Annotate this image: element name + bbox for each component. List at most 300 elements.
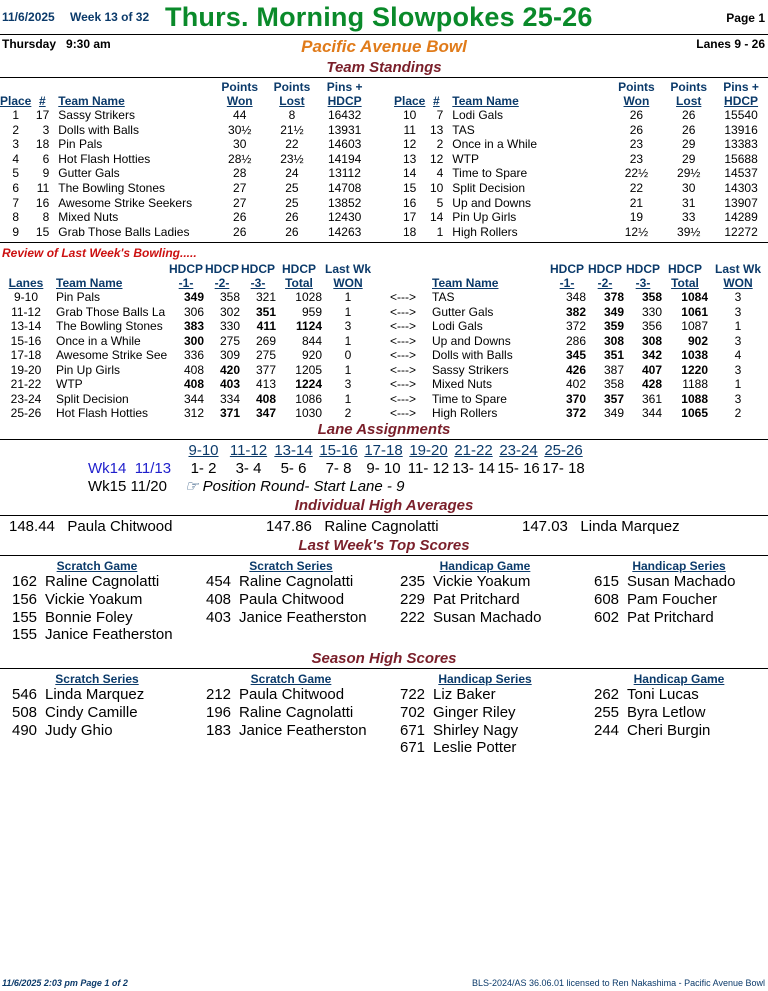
lane-pair: 23-24: [10, 391, 42, 406]
lane-header-label: 25-26: [544, 442, 583, 459]
standings-row: [0, 108, 370, 123]
place: 10: [403, 108, 417, 122]
series-total: 844: [301, 333, 322, 348]
score-row: [400, 573, 570, 591]
place: 1: [12, 108, 20, 122]
game-2: 349: [603, 406, 624, 420]
game-3: 321: [255, 290, 276, 304]
bowler-name: Liz Baker: [433, 686, 496, 703]
lane-header: [316, 442, 361, 460]
place: 11: [403, 122, 416, 137]
col-pts-won: Points: [618, 80, 655, 94]
standings-row: [0, 210, 370, 225]
bowl-name: Pacific Avenue Bowl: [301, 37, 467, 56]
score-row: [12, 573, 182, 591]
place: 5: [12, 166, 20, 181]
review-row: [0, 406, 768, 421]
points-won: 22: [629, 180, 644, 195]
points-won: 28½: [228, 151, 252, 166]
standings-rule: [0, 77, 768, 78]
lane-pair: 13-14: [10, 319, 42, 333]
score-column: [12, 672, 182, 739]
game-1: 300: [183, 333, 204, 348]
team-number: 6: [42, 151, 50, 166]
series-total: 1220: [681, 362, 708, 377]
lane-header: [541, 442, 586, 460]
place: 15: [403, 180, 417, 195]
game-3: 358: [641, 290, 662, 304]
game-3: 413: [255, 377, 276, 391]
game-2: 309: [219, 348, 240, 362]
bowler-name: Linda Marquez: [45, 686, 145, 703]
game-1: 345: [565, 348, 586, 362]
points-won: 3: [734, 362, 742, 377]
team-number: 14: [429, 210, 444, 225]
place: 18: [403, 224, 417, 239]
score-row: [206, 704, 376, 722]
score-row: [400, 609, 570, 627]
points-lost: 26: [682, 108, 696, 122]
score-column: [206, 672, 376, 739]
points-won: 1: [344, 290, 352, 304]
season-high-rule: [0, 668, 768, 669]
game-2: 358: [603, 377, 624, 391]
team-name: The Bowling Stones: [56, 319, 163, 333]
review-row: [0, 319, 768, 334]
lane-pair: 17-18: [10, 348, 42, 362]
place: 8: [12, 210, 20, 225]
bowler-name: Susan Machado: [627, 573, 736, 590]
points-won: 30½: [228, 122, 252, 137]
pins-hdcp: 14603: [327, 137, 362, 152]
score-value: 608: [594, 590, 620, 608]
footer-right: BLS-2024/AS 36.06.01 licensed to Ren Nakashima - Pacific Avenue Bowl: [471, 978, 765, 988]
bowler-name: Bonnie Foley: [45, 608, 133, 626]
team-number: 1: [436, 224, 444, 239]
place: 7: [12, 195, 20, 210]
game-1: 336: [183, 348, 204, 362]
team-pair: 11- 12: [407, 460, 450, 477]
lane-pair: 19-20: [10, 362, 42, 377]
score-row: [206, 686, 376, 704]
pins-hdcp: 14263: [327, 224, 362, 239]
place: 13: [403, 151, 417, 166]
series-total: 1028: [295, 290, 322, 304]
standings-row: [0, 166, 370, 181]
avg-value: 147.03: [522, 518, 568, 535]
series-total: 920: [301, 348, 322, 362]
bowler-name: Susan Machado: [433, 608, 542, 626]
place: 4: [12, 151, 20, 166]
game-2: 308: [603, 333, 624, 348]
place: 12: [403, 137, 417, 152]
game-2: 358: [219, 290, 240, 304]
game-3: 269: [255, 333, 276, 348]
score-column: [594, 559, 764, 626]
points-lost: 22: [285, 137, 299, 152]
team-number: 3: [42, 122, 50, 137]
lane-pair: 15-16: [10, 333, 42, 348]
score-value: 454: [206, 573, 232, 590]
points-won: 1: [734, 377, 742, 391]
col-won: WON: [333, 276, 363, 290]
points-lost: 8: [288, 108, 296, 122]
standings-right-table: [394, 80, 766, 239]
place: 9: [12, 224, 20, 239]
lanes-range: Lanes 9 - 26: [696, 37, 765, 51]
standings-row: [394, 108, 766, 123]
lane-header: [271, 442, 316, 460]
team-name: WTP: [56, 377, 83, 391]
lane-assign-title: Lane Assignments: [317, 421, 451, 438]
high-avg-2: [266, 518, 439, 535]
points-lost: 29: [682, 151, 696, 166]
team-name: Once in a While: [56, 333, 141, 348]
team-name: Once in a While: [452, 137, 537, 152]
pins-hdcp: 15540: [724, 108, 758, 122]
place: 17: [403, 210, 417, 225]
team-name: Hot Flash Hotties: [58, 151, 151, 166]
team-number: 7: [436, 108, 444, 122]
wk15-note: Position Round- Start Lane - 9: [202, 478, 405, 495]
points-won: 1: [734, 319, 742, 333]
game-2: 275: [219, 333, 240, 348]
avg-value: 148.44: [9, 518, 55, 535]
game-1: 370: [565, 391, 586, 406]
team-name: Grab Those Balls Ladies: [58, 224, 190, 239]
team-number: 10: [429, 180, 444, 195]
score-value: 196: [206, 703, 232, 721]
lane-header: [361, 442, 406, 460]
standings-row: [0, 196, 370, 211]
pins-hdcp: 14303: [724, 180, 758, 195]
score-column-header: Scratch Game: [250, 672, 332, 686]
team-name: High Rollers: [432, 406, 498, 420]
team-name: The Bowling Stones: [58, 180, 165, 195]
team-name: Mixed Nuts: [432, 377, 493, 391]
lane-header-label: 13-14: [274, 442, 313, 459]
score-row: [206, 609, 376, 627]
series-total: 1086: [295, 391, 322, 406]
col-team: Team Name: [58, 94, 125, 108]
standings-row: [394, 210, 766, 225]
points-won: 19: [629, 210, 644, 225]
team-pair: 7- 8: [325, 460, 352, 477]
team-name: Split Decision: [56, 391, 129, 406]
team-name: TAS: [452, 122, 475, 137]
game-1: 426: [565, 362, 586, 377]
team-pair: 1- 2: [190, 460, 217, 477]
score-row: [400, 739, 570, 757]
points-won: 3: [344, 319, 352, 333]
game-1: 382: [565, 304, 586, 319]
game-3: 342: [641, 348, 662, 362]
high-avg-1: [9, 518, 172, 535]
series-total: 1224: [295, 377, 322, 391]
lane-assign-rule: [0, 439, 768, 440]
col-place: Place: [0, 94, 32, 108]
team-name: Sassy Strikers: [58, 108, 135, 122]
series-total: 1087: [681, 319, 708, 333]
team-name: Pin Pals: [58, 137, 103, 152]
points-won: 2: [734, 406, 742, 420]
score-value: 212: [206, 686, 232, 703]
points-won: 21: [629, 195, 644, 210]
game-2: 359: [603, 319, 624, 333]
col-hdcp: HDCP: [724, 94, 759, 108]
points-won: 3: [734, 333, 742, 348]
game-1: 408: [183, 377, 204, 391]
col-hdcp1: HDCP: [168, 262, 203, 276]
pins-hdcp: 16432: [327, 108, 362, 122]
series-total: 1205: [295, 362, 322, 377]
game-2: 349: [603, 304, 624, 319]
standings-row: [394, 166, 766, 181]
game-2: 420: [219, 362, 240, 377]
bowler-name: Toni Lucas: [627, 686, 699, 703]
lane-assign-table: [88, 442, 586, 496]
bowler-name: Vickie Yoakum: [45, 590, 143, 608]
points-won: 27: [233, 180, 247, 195]
game-2: 302: [219, 304, 240, 319]
lane-pair: 9-10: [13, 290, 39, 304]
pins-hdcp: 13931: [327, 122, 362, 137]
col-wonb: WON: [723, 276, 753, 290]
points-won: 26: [629, 108, 644, 122]
pins-hdcp: 14708: [327, 180, 362, 195]
points-lost: 24: [285, 166, 299, 181]
score-row: [12, 609, 182, 627]
series-total: 1061: [681, 304, 708, 319]
points-won: 23: [629, 137, 644, 152]
team-name: Pin Pals: [56, 290, 101, 304]
score-row: [12, 722, 182, 740]
series-total: 1088: [681, 391, 708, 406]
place: 14: [403, 166, 417, 181]
team-pair: 5- 6: [280, 460, 307, 477]
lane-header: [226, 442, 271, 460]
game-2: 351: [603, 348, 624, 362]
versus-arrow: <--->: [389, 377, 416, 391]
team-name: Up and Downs: [432, 333, 511, 348]
league-title: Thurs. Morning Slowpokes 25-26: [165, 2, 593, 32]
game-1: 402: [565, 377, 586, 391]
review-rule: [0, 242, 768, 243]
game-3: 356: [641, 319, 662, 333]
points-won: 1: [344, 304, 352, 319]
col-total: Total: [285, 276, 313, 290]
lane-header-label: 23-24: [499, 442, 538, 459]
high-avg-rule: [0, 515, 768, 516]
pins-hdcp: 14537: [724, 166, 758, 181]
standings-row: [394, 152, 766, 167]
team-number: 12: [429, 151, 444, 166]
team-name: Pin Up Girls: [56, 362, 121, 377]
bowler-name: Janice Featherston: [239, 608, 367, 626]
team-name: Hot Flash Hotties: [56, 406, 149, 420]
review-row: [0, 348, 768, 363]
score-value: 155: [12, 608, 38, 626]
game-1: 312: [183, 406, 204, 420]
bowler-name: Janice Featherston: [239, 721, 367, 739]
team-number: 17: [35, 108, 50, 122]
game-1: 383: [183, 319, 204, 333]
score-value: 671: [400, 739, 426, 757]
col-hdcp: HDCP: [327, 94, 362, 108]
game-1: 348: [565, 290, 586, 304]
lane-header-label: 11-12: [229, 442, 268, 459]
team-number: 18: [35, 137, 50, 152]
team-name: Lodi Gals: [432, 319, 483, 333]
team-name: Awesome Strike Seekers: [58, 195, 193, 210]
game-2: 378: [603, 290, 624, 304]
lane-pair: 11-12: [11, 304, 41, 319]
points-won: 3: [344, 377, 352, 391]
score-row: [12, 591, 182, 609]
standings-row: [0, 225, 370, 240]
score-row: [594, 573, 764, 591]
game-3: 344: [641, 406, 662, 420]
score-value: 615: [594, 573, 620, 590]
lane-header-label: 21-22: [454, 442, 493, 459]
team-name: Mixed Nuts: [58, 210, 119, 225]
col-pins: Pins +: [326, 80, 363, 94]
col-pts-lost: Points: [273, 80, 311, 94]
standings-row: [0, 181, 370, 196]
score-value: 546: [12, 686, 38, 703]
review-row: [0, 290, 768, 305]
wk14-date: 11/13: [134, 460, 172, 477]
score-column-header: Handicap Series: [438, 672, 532, 686]
col-hdcp-total: HDCP: [281, 262, 316, 276]
wk15-label: [88, 478, 181, 496]
score-row: [400, 704, 570, 722]
header-rule: [0, 34, 768, 35]
game-2: 403: [219, 377, 240, 391]
page-label: Page 1: [726, 11, 765, 25]
game-2: 334: [219, 391, 240, 406]
avg-name: Paula Chitwood: [67, 518, 173, 535]
standings-title: Team Standings: [326, 59, 442, 76]
points-lost: 29½: [677, 166, 701, 181]
col-totalb: Total: [671, 276, 699, 290]
review-row: [0, 334, 768, 349]
score-column: [594, 672, 764, 739]
wk14-label: [88, 460, 181, 478]
points-lost: 30: [682, 180, 696, 195]
pins-hdcp: 14289: [724, 210, 758, 225]
pins-hdcp: 14194: [327, 151, 362, 166]
team-number: 11: [36, 180, 50, 195]
review-table: [0, 262, 768, 421]
game-2: 371: [219, 406, 240, 420]
standings-row: [394, 181, 766, 196]
team-name: Sassy Strikers: [432, 362, 509, 377]
team-pair: 15- 16: [497, 460, 540, 477]
pointing-hand-icon: ☞: [185, 478, 199, 495]
col-hdcp1b: HDCP: [549, 262, 584, 276]
lane-pair: 21-22: [10, 377, 42, 391]
score-value: 408: [206, 590, 232, 608]
pins-hdcp: 13852: [327, 195, 362, 210]
bowler-name: Paula Chitwood: [239, 686, 345, 703]
standings-row: [0, 123, 370, 138]
wk15-note-cell: [181, 478, 586, 496]
report-date: 11/6/2025: [2, 10, 55, 24]
col-hdcp3: HDCP: [240, 262, 275, 276]
points-won: 4: [734, 348, 742, 362]
score-column: [400, 559, 570, 626]
team-name: Dolls with Balls: [432, 348, 513, 362]
team-number: 2: [436, 137, 444, 152]
score-row: [12, 686, 182, 704]
score-value: 403: [206, 608, 232, 626]
bowler-name: Raline Cagnolatti: [45, 573, 160, 590]
series-total: 1038: [681, 348, 708, 362]
versus-arrow: <--->: [389, 348, 416, 362]
score-value: 183: [206, 721, 232, 739]
team-name: Time to Spare: [432, 391, 507, 406]
standings-row: [394, 225, 766, 240]
avg-name: Linda Marquez: [580, 518, 680, 535]
score-row: [206, 573, 376, 591]
points-won: 1: [344, 391, 352, 406]
team-name: Pin Up Girls: [452, 210, 517, 225]
col-lost: Lost: [279, 94, 305, 108]
series-total: 1030: [295, 406, 322, 420]
bowler-name: Ginger Riley: [433, 703, 516, 721]
col-num: #: [432, 94, 440, 108]
score-value: 602: [594, 608, 620, 626]
lane-header-label: 15-16: [319, 442, 358, 459]
col-team-b: Team Name: [432, 276, 499, 290]
col-hdcp2: HDCP: [204, 262, 239, 276]
col-g1: -1-: [178, 276, 194, 290]
series-total: 1084: [681, 290, 708, 304]
place: 3: [12, 137, 20, 152]
wk15-week: Wk15: [88, 478, 127, 495]
game-1: 306: [183, 304, 204, 319]
standings-row: [0, 137, 370, 152]
points-won: 27: [233, 195, 247, 210]
team-number: 16: [35, 195, 50, 210]
col-lanes: Lanes: [8, 276, 44, 290]
score-row: [594, 591, 764, 609]
points-lost: 33: [682, 210, 696, 225]
review-row: [0, 392, 768, 407]
avg-value: 147.86: [266, 518, 312, 535]
series-total: 1188: [682, 377, 708, 391]
col-hdcp3b: HDCP: [625, 262, 660, 276]
team-name: Gutter Gals: [432, 304, 494, 319]
footer-left: 11/6/2025 2:03 pm Page 1 of 2: [2, 978, 128, 988]
score-column-header: Handicap Game: [439, 559, 531, 573]
col-g3: -3-: [250, 276, 266, 290]
team-name: Grab Those Balls La: [56, 304, 166, 319]
score-value: 156: [12, 590, 38, 608]
review-row: [0, 377, 768, 392]
col-g3b: -3-: [635, 276, 651, 290]
points-won: 28: [233, 166, 247, 181]
team-name: Gutter Gals: [58, 166, 120, 181]
col-pts-won: Points: [221, 80, 259, 94]
bowler-name: Judy Ghio: [45, 721, 113, 739]
points-lost: 26: [682, 122, 696, 137]
score-row: [400, 722, 570, 740]
score-column: [400, 672, 570, 757]
versus-arrow: <--->: [389, 391, 416, 406]
day-time: Thursday 9:30 am: [2, 37, 111, 51]
